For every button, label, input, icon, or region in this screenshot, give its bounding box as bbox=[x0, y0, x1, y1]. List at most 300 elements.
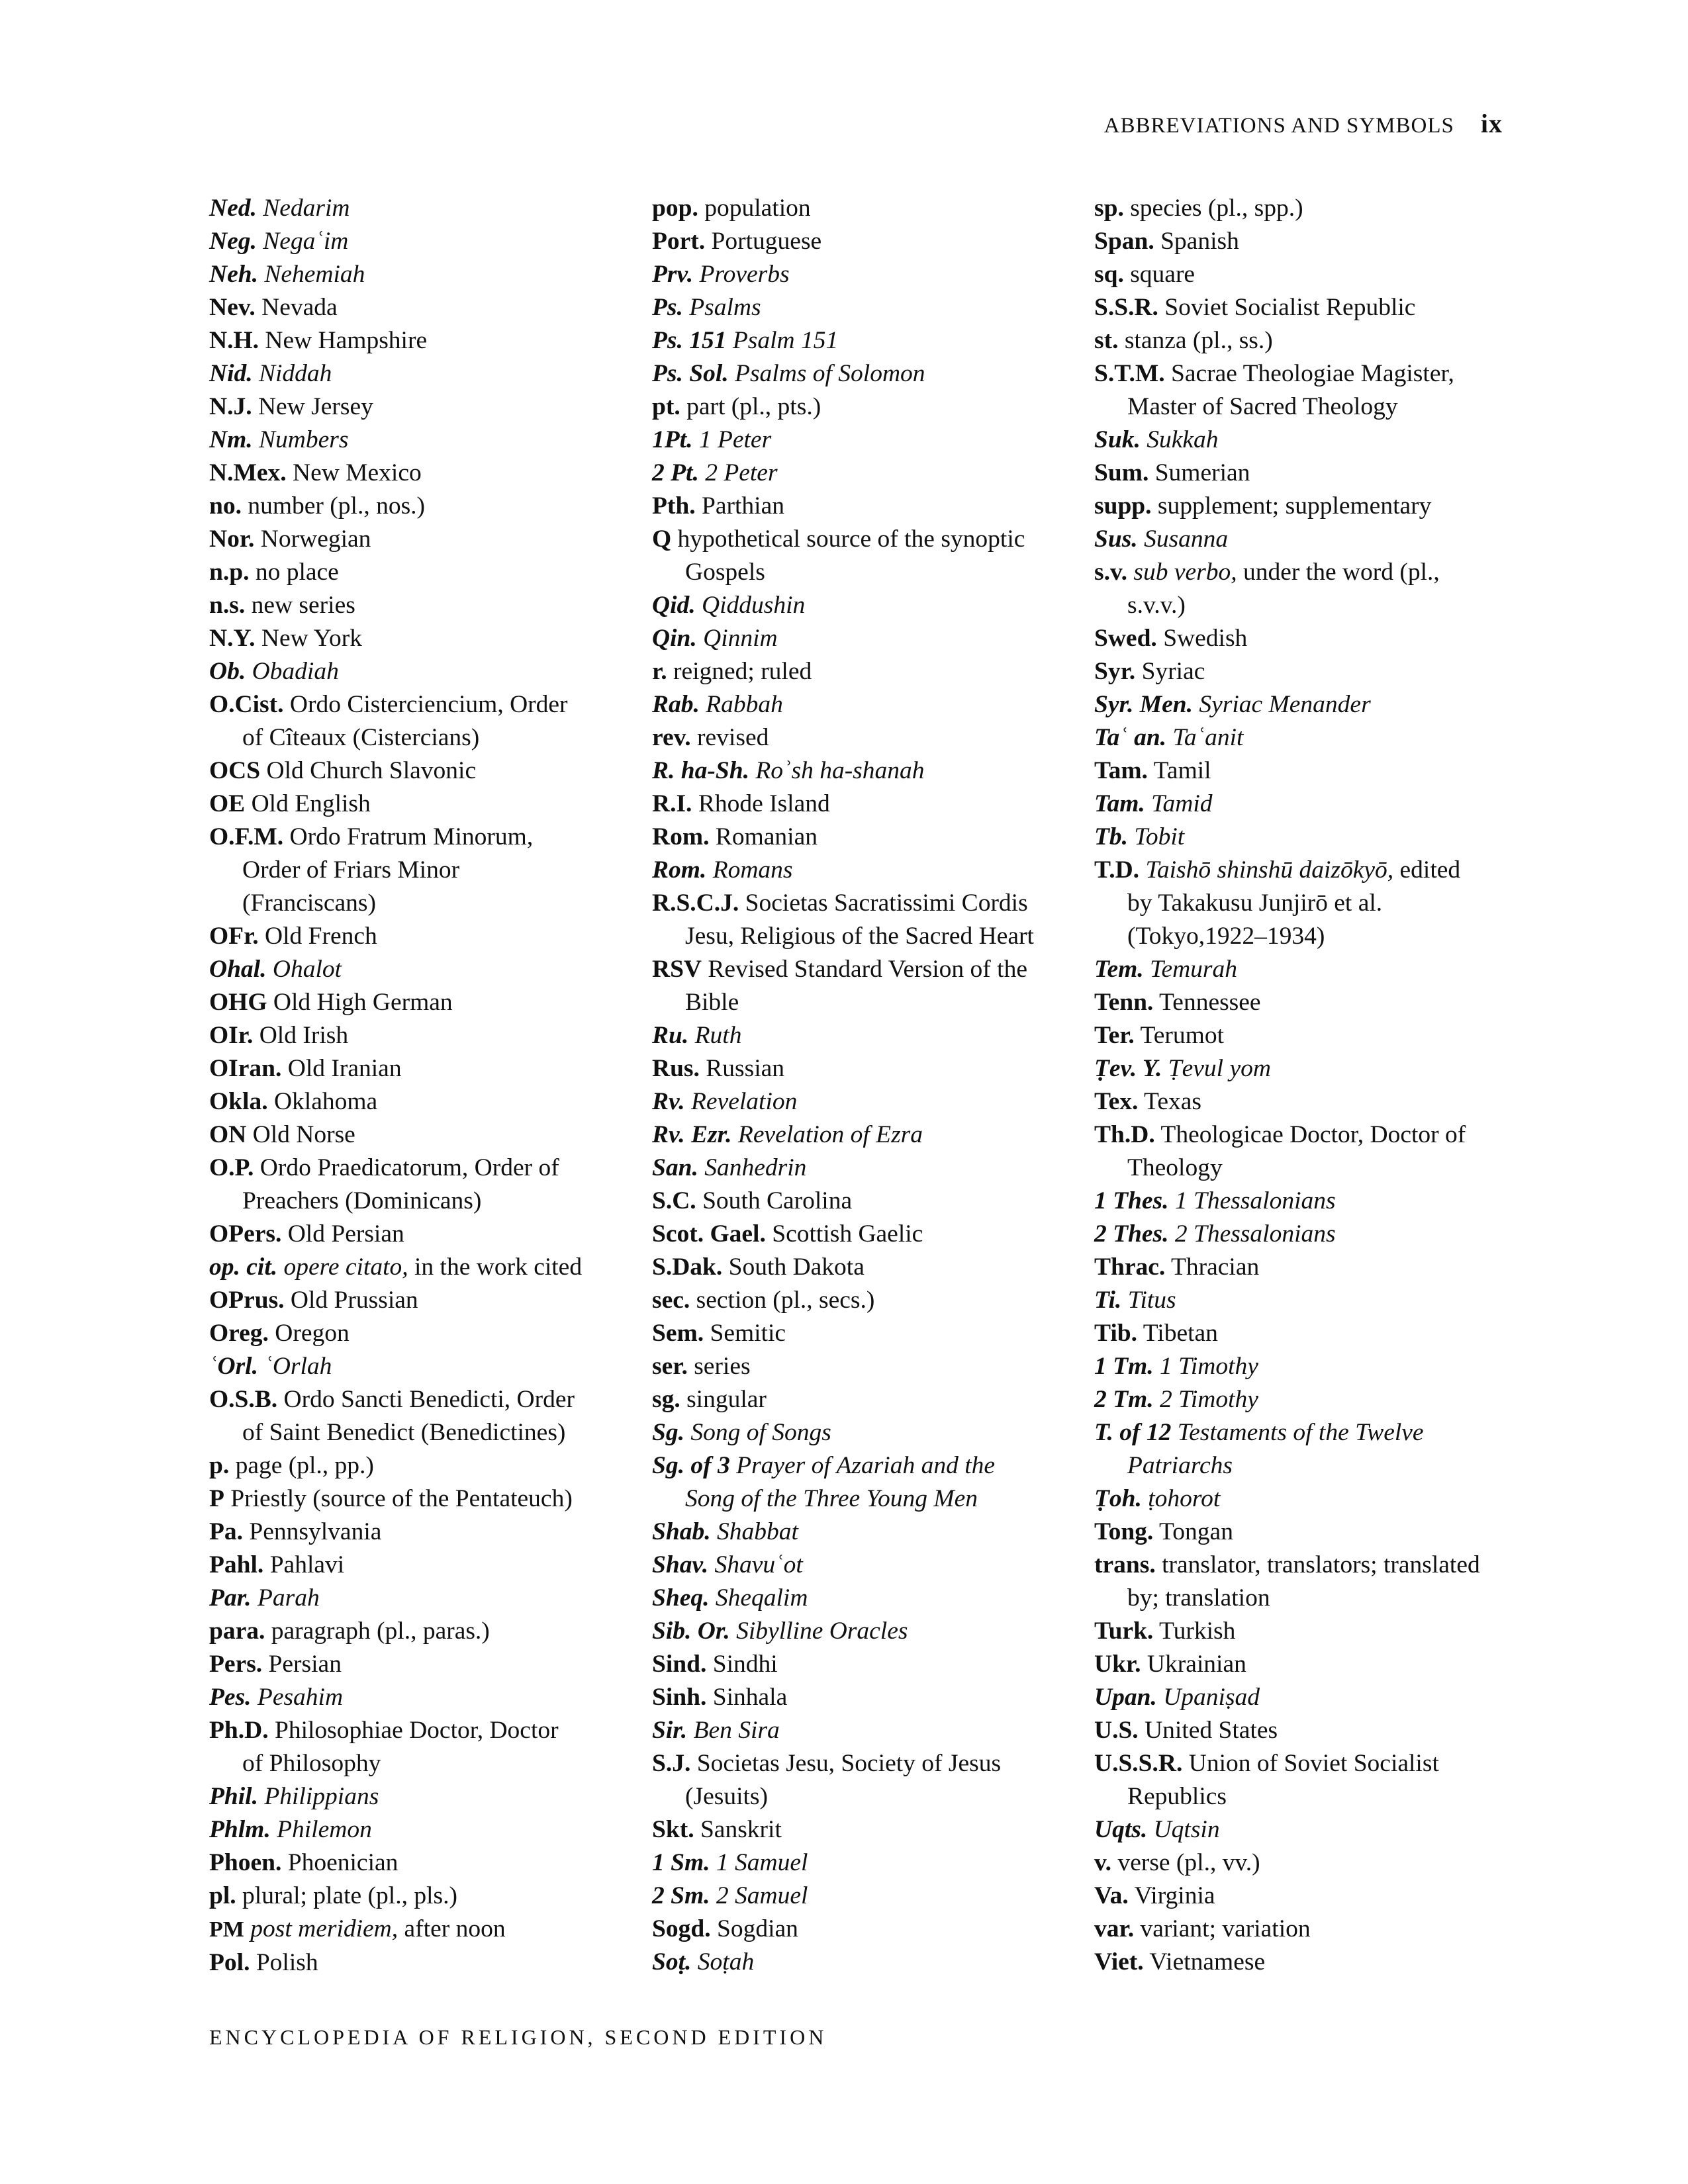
definition: Upaniṣad bbox=[1163, 1684, 1260, 1711]
abbreviation-entry bbox=[1094, 688, 1518, 721]
abbreviation-entry bbox=[209, 1549, 633, 1582]
definition-italic: post meridiem, bbox=[250, 1915, 399, 1942]
abbreviation: Pth. bbox=[652, 492, 696, 520]
abbreviation: OFr. bbox=[209, 923, 259, 950]
definition: Old English bbox=[251, 790, 371, 817]
abbreviation: Sum. bbox=[1094, 459, 1149, 486]
definition: Psalms bbox=[689, 294, 761, 321]
definition: after noon bbox=[398, 1915, 506, 1942]
definition: Romanian bbox=[715, 823, 818, 850]
abbreviation-entry bbox=[1094, 1549, 1518, 1615]
definition: Psalms of Solomon bbox=[735, 360, 925, 387]
abbreviation-entry bbox=[1094, 291, 1518, 324]
definition: Sibylline Oracles bbox=[736, 1617, 908, 1645]
abbreviation: 1Pt. bbox=[652, 426, 693, 453]
running-footer: ENCYCLOPEDIA OF RELIGION, SECOND EDITION bbox=[209, 2025, 827, 2049]
abbreviation: Pes. bbox=[209, 1684, 252, 1711]
abbreviation-entry bbox=[1094, 1317, 1518, 1350]
abbreviation: ON bbox=[209, 1121, 247, 1148]
definition: series bbox=[694, 1353, 751, 1380]
definition: 2 Peter bbox=[705, 459, 778, 486]
abbreviation: ser. bbox=[652, 1353, 688, 1380]
abbreviation-entry bbox=[209, 424, 633, 457]
definition: under the word (pl., bbox=[1237, 559, 1440, 586]
abbreviation: Va. bbox=[1094, 1882, 1129, 1909]
abbreviation-entry bbox=[209, 1317, 633, 1350]
abbreviation: Tenn. bbox=[1094, 989, 1154, 1016]
abbreviation-entry bbox=[1094, 1052, 1518, 1085]
abbreviation: P bbox=[209, 1485, 224, 1512]
abbreviation: Ti. bbox=[1094, 1287, 1122, 1314]
abbreviation: Ru. bbox=[652, 1022, 689, 1049]
definition: Sanskrit bbox=[700, 1816, 782, 1843]
abbreviation: S.Dak. bbox=[652, 1253, 723, 1281]
definition: Theology bbox=[1127, 1154, 1223, 1181]
definition: Sheqalim bbox=[715, 1584, 808, 1612]
abbreviation-entry bbox=[1094, 192, 1518, 225]
definition: Romans bbox=[712, 856, 793, 884]
definition: Tamil bbox=[1153, 757, 1211, 784]
abbreviation: Taʿ an. bbox=[1094, 724, 1167, 751]
abbreviation-entry bbox=[652, 1714, 1076, 1747]
abbreviation: Ob. bbox=[209, 658, 246, 685]
abbreviation: Rus. bbox=[652, 1055, 700, 1082]
abbreviation: Ned. bbox=[209, 195, 257, 222]
abbreviation-entry bbox=[1094, 1913, 1518, 1946]
definition: part (pl., pts.) bbox=[686, 393, 821, 420]
definition: Revelation of Ezra bbox=[737, 1121, 923, 1148]
definition: Preachers (Dominicans) bbox=[242, 1187, 482, 1214]
abbreviation: Okla. bbox=[209, 1088, 268, 1115]
definition: Philemon bbox=[277, 1816, 372, 1843]
header-title: ABBREVIATIONS AND SYMBOLS bbox=[1103, 114, 1454, 138]
abbreviation: Tem. bbox=[1094, 956, 1144, 983]
abbreviation: Phoen. bbox=[209, 1849, 282, 1876]
definition: Sinhala bbox=[712, 1684, 788, 1711]
definition: Texas bbox=[1144, 1088, 1201, 1115]
abbreviation-entry bbox=[652, 390, 1076, 424]
abbreviation-entry bbox=[209, 1946, 633, 1979]
abbreviation-entry bbox=[652, 1383, 1076, 1416]
abbreviation: Rab. bbox=[652, 691, 700, 718]
abbreviation-entry bbox=[209, 324, 633, 357]
definition: Union of Soviet Socialist bbox=[1188, 1750, 1439, 1777]
abbreviation-entry bbox=[1094, 1615, 1518, 1648]
definition: supplement; supplementary bbox=[1157, 492, 1432, 520]
definition: Theologicae Doctor, Doctor of bbox=[1160, 1121, 1466, 1148]
abbreviation: Pol. bbox=[209, 1949, 250, 1976]
definition: Sogdian bbox=[716, 1915, 798, 1942]
definition: translator, translators; translated bbox=[1162, 1551, 1480, 1578]
abbreviation-entry bbox=[1094, 721, 1518, 754]
abbreviation-entry bbox=[652, 1284, 1076, 1317]
definition: stanza (pl., ss.) bbox=[1124, 327, 1273, 354]
abbreviation: OPers. bbox=[209, 1220, 282, 1248]
abbreviation: OE bbox=[209, 790, 246, 817]
abbreviation-entry bbox=[652, 1747, 1076, 1813]
abbreviation: Sus. bbox=[1094, 525, 1138, 553]
definition: Order of Friars Minor bbox=[242, 856, 460, 884]
definition: paragraph (pl., paras.) bbox=[271, 1617, 490, 1645]
abbreviation-entry bbox=[209, 821, 633, 920]
abbreviation-entry bbox=[209, 291, 633, 324]
definition: square bbox=[1130, 261, 1196, 288]
abbreviation: Sinh. bbox=[652, 1684, 707, 1711]
abbreviation-entry bbox=[1094, 225, 1518, 258]
abbreviation-entry bbox=[209, 1482, 633, 1516]
abbreviation-entry bbox=[1094, 1482, 1518, 1516]
abbreviation-entry bbox=[209, 1913, 633, 1946]
abbreviation: no. bbox=[209, 492, 242, 520]
abbreviation: OCS bbox=[209, 757, 261, 784]
abbreviation: sg. bbox=[652, 1386, 680, 1413]
definition: South Dakota bbox=[728, 1253, 865, 1281]
abbreviation: Span. bbox=[1094, 228, 1154, 255]
abbreviation-entry bbox=[652, 291, 1076, 324]
abbreviation-entry bbox=[652, 1019, 1076, 1052]
definition: Scottish Gaelic bbox=[772, 1220, 923, 1248]
abbreviation-entry bbox=[209, 1383, 633, 1449]
definition: Tongan bbox=[1159, 1518, 1233, 1545]
abbreviation: PM bbox=[209, 1917, 244, 1942]
definition: Sacrae Theologiae Magister, bbox=[1170, 360, 1454, 387]
abbreviation-entry bbox=[209, 1714, 633, 1780]
abbreviation: Nid. bbox=[209, 360, 253, 387]
abbreviation-entry bbox=[1094, 1846, 1518, 1880]
abbreviation: U.S. bbox=[1094, 1717, 1139, 1744]
abbreviation-entry bbox=[209, 1582, 633, 1615]
abbreviation: Tb. bbox=[1094, 823, 1129, 850]
definition: Nedarim bbox=[263, 195, 350, 222]
abbreviation-entry bbox=[1094, 1284, 1518, 1317]
abbreviation: Sg. bbox=[652, 1419, 684, 1446]
abbreviation: Qid. bbox=[652, 592, 696, 619]
abbreviation: Nm. bbox=[209, 426, 253, 453]
abbreviation: Ukr. bbox=[1094, 1651, 1141, 1678]
definition: ṭohorot bbox=[1148, 1485, 1221, 1512]
definition: Terumot bbox=[1140, 1022, 1225, 1049]
abbreviation: O.P. bbox=[209, 1154, 254, 1181]
abbreviation: Ṭoh. bbox=[1094, 1485, 1142, 1512]
abbreviation-entry bbox=[652, 1085, 1076, 1118]
abbreviation: Nor. bbox=[209, 525, 255, 553]
abbreviation-entry bbox=[1094, 1185, 1518, 1218]
definition-italic: opere citato, bbox=[283, 1253, 408, 1281]
definition: Ukrainian bbox=[1147, 1651, 1246, 1678]
abbreviation-entry bbox=[209, 225, 633, 258]
definition: plural; plate (pl., pls.) bbox=[242, 1882, 457, 1909]
definition: page (pl., pp.) bbox=[235, 1452, 374, 1479]
abbreviation: Syr. bbox=[1094, 658, 1136, 685]
abbreviation: RSV bbox=[652, 956, 702, 983]
abbreviation-entry bbox=[209, 1648, 633, 1681]
abbreviation-entry bbox=[209, 1284, 633, 1317]
abbreviation-entry bbox=[209, 589, 633, 622]
abbreviation: S.T.M. bbox=[1094, 360, 1165, 387]
abbreviation: U.S.S.R. bbox=[1094, 1750, 1183, 1777]
definition: verse (pl., vv.) bbox=[1117, 1849, 1260, 1876]
abbreviation-entry bbox=[1094, 1085, 1518, 1118]
definition: no place bbox=[255, 559, 339, 586]
abbreviation-entry bbox=[652, 589, 1076, 622]
definition: revised bbox=[697, 724, 769, 751]
definition: Ordo Cisterciencium, Order bbox=[289, 691, 568, 718]
definition: Semitic bbox=[710, 1320, 786, 1347]
definition: Song of the Three Young Men bbox=[685, 1485, 978, 1512]
abbreviation: T.D. bbox=[1094, 856, 1140, 884]
abbreviation-entry bbox=[1094, 490, 1518, 523]
abbreviation-entry bbox=[1094, 1019, 1518, 1052]
abbreviation: Ohal. bbox=[209, 956, 267, 983]
definition: section (pl., secs.) bbox=[696, 1287, 875, 1314]
abbreviation: Ps. 151 bbox=[652, 327, 727, 354]
abbreviation: Sind. bbox=[652, 1651, 707, 1678]
abbreviation-entry bbox=[652, 1648, 1076, 1681]
definition: Turkish bbox=[1159, 1617, 1236, 1645]
definition: Tobit bbox=[1134, 823, 1185, 850]
abbreviation-entry bbox=[209, 1118, 633, 1152]
abbreviation: 2 Thes. bbox=[1094, 1220, 1169, 1248]
definition: Phoenician bbox=[287, 1849, 399, 1876]
abbreviation-entry bbox=[652, 854, 1076, 887]
abbreviation: Phlm. bbox=[209, 1816, 271, 1843]
definition: Ohalot bbox=[272, 956, 342, 983]
abbreviation: 1 Thes. bbox=[1094, 1187, 1169, 1214]
abbreviation: Swed. bbox=[1094, 625, 1157, 652]
definition: Uqtsin bbox=[1153, 1816, 1220, 1843]
definition-italic: sub verbo, bbox=[1133, 559, 1237, 586]
abbreviation: s.v. bbox=[1094, 559, 1128, 586]
abbreviation-entry bbox=[1094, 258, 1518, 291]
abbreviation: R.S.C.J. bbox=[652, 889, 739, 917]
definition: Sukkah bbox=[1147, 426, 1219, 453]
definition: Pesahim bbox=[257, 1684, 344, 1711]
abbreviation-entry bbox=[652, 1052, 1076, 1085]
abbreviation: pt. bbox=[652, 393, 680, 420]
definition: of Cîteaux (Cistercians) bbox=[242, 724, 480, 751]
definition: Polish bbox=[256, 1949, 318, 1976]
abbreviation: r. bbox=[652, 658, 667, 685]
definition: (Jesuits) bbox=[685, 1783, 768, 1810]
abbreviation: Phil. bbox=[209, 1783, 258, 1810]
abbreviation-entry bbox=[1094, 1747, 1518, 1813]
definition: Ordo Praedicatorum, Order of bbox=[259, 1154, 559, 1181]
definition: in the work cited bbox=[408, 1253, 583, 1281]
abbreviation-entry bbox=[209, 1846, 633, 1880]
definition: 1 Thessalonians bbox=[1174, 1187, 1336, 1214]
abbreviation-entry bbox=[652, 721, 1076, 754]
abbreviation: N.Y. bbox=[209, 625, 256, 652]
definition: reigned; ruled bbox=[673, 658, 812, 685]
definition: population bbox=[704, 195, 811, 222]
column-2 bbox=[652, 192, 1076, 1979]
definition: Old Iranian bbox=[287, 1055, 402, 1082]
abbreviation-entry bbox=[652, 258, 1076, 291]
abbreviation: 1 Sm. bbox=[652, 1849, 710, 1876]
abbreviation-entry bbox=[1094, 754, 1518, 788]
definition: Soviet Socialist Republic bbox=[1164, 294, 1416, 321]
abbreviation: st. bbox=[1094, 327, 1119, 354]
abbreviation: N.Mex. bbox=[209, 459, 287, 486]
definition: Testaments of the Twelve bbox=[1177, 1419, 1424, 1446]
abbreviation: pl. bbox=[209, 1882, 236, 1909]
definition: Russian bbox=[706, 1055, 785, 1082]
definition: Soṭah bbox=[697, 1948, 755, 1976]
definition: 2 Samuel bbox=[716, 1882, 808, 1909]
definition: Vietnamese bbox=[1149, 1948, 1266, 1976]
abbreviation-entry bbox=[1094, 953, 1518, 986]
abbreviation-entry bbox=[209, 258, 633, 291]
abbreviation-entry bbox=[652, 225, 1076, 258]
definition: Priestly (source of the Pentateuch) bbox=[230, 1485, 573, 1512]
abbreviation-entry bbox=[209, 986, 633, 1019]
abbreviation-entry bbox=[652, 523, 1076, 589]
abbreviation-entry bbox=[209, 1880, 633, 1913]
abbreviation-entry bbox=[1094, 556, 1518, 622]
abbreviation-entry bbox=[1094, 1350, 1518, 1383]
abbreviation-entry bbox=[1094, 1416, 1518, 1482]
definition: Sindhi bbox=[712, 1651, 778, 1678]
abbreviation: sec. bbox=[652, 1287, 690, 1314]
abbreviation-entry bbox=[209, 1681, 633, 1714]
abbreviation-entry bbox=[209, 1019, 633, 1052]
abbreviation-entry bbox=[1094, 1813, 1518, 1846]
definition: s.v.v.) bbox=[1127, 592, 1186, 619]
abbreviation: 2 Pt. bbox=[652, 459, 699, 486]
abbreviation-entry bbox=[652, 1880, 1076, 1913]
abbreviation-entry bbox=[1094, 1118, 1518, 1185]
abbreviation: ʿOrl. bbox=[209, 1353, 258, 1380]
definition: Obadiah bbox=[252, 658, 339, 685]
definition: Syriac Menander bbox=[1199, 691, 1371, 718]
definition: Oklahoma bbox=[273, 1088, 378, 1115]
abbreviation-entry bbox=[1094, 523, 1518, 556]
abbreviation: Sib. Or. bbox=[652, 1617, 730, 1645]
abbreviation-entry bbox=[652, 1516, 1076, 1549]
abbreviation-entry bbox=[1094, 821, 1518, 854]
definition: Revelation bbox=[691, 1088, 798, 1115]
definition: number (pl., nos.) bbox=[248, 492, 426, 520]
definition: Ben Sira bbox=[693, 1717, 780, 1744]
abbreviation: Syr. Men. bbox=[1094, 691, 1193, 718]
definition: edited bbox=[1393, 856, 1461, 884]
abbreviation-entry bbox=[1094, 424, 1518, 457]
running-header bbox=[1104, 108, 1503, 139]
abbreviation-entry bbox=[652, 655, 1076, 688]
abbreviation-entry bbox=[209, 1251, 633, 1284]
definition: Old High German bbox=[273, 989, 453, 1016]
abbreviation-entry bbox=[652, 821, 1076, 854]
definition: Qinnim bbox=[703, 625, 778, 652]
definition: Master of Sacred Theology bbox=[1127, 393, 1398, 420]
abbreviation: S.J. bbox=[652, 1750, 691, 1777]
abbreviation-entry bbox=[652, 1846, 1076, 1880]
abbreviation-entry bbox=[209, 1085, 633, 1118]
abbreviation-entry bbox=[209, 1516, 633, 1549]
abbreviation: Q bbox=[652, 525, 672, 553]
abbreviation-entry bbox=[1094, 357, 1518, 424]
abbreviation: Ps. Sol. bbox=[652, 360, 729, 387]
abbreviation-entry bbox=[652, 1582, 1076, 1615]
abbreviation-entry bbox=[209, 953, 633, 986]
definition: Old Prussian bbox=[290, 1287, 418, 1314]
definition: New Mexico bbox=[293, 459, 422, 486]
column-1 bbox=[209, 192, 633, 1979]
definition: Ṭevul yom bbox=[1168, 1055, 1271, 1082]
abbreviation: Rv. bbox=[652, 1088, 685, 1115]
definition: New York bbox=[261, 625, 362, 652]
definition: Shabbat bbox=[716, 1518, 798, 1545]
definition: Ruth bbox=[694, 1022, 742, 1049]
definition: Sumerian bbox=[1154, 459, 1250, 486]
abbreviation-entry bbox=[1094, 324, 1518, 357]
abbreviation: T. of 12 bbox=[1094, 1419, 1172, 1446]
abbreviation-entry bbox=[652, 688, 1076, 721]
abbreviation: OHG bbox=[209, 989, 267, 1016]
abbreviation: Sheq. bbox=[652, 1584, 710, 1612]
definition: Societas Sacratissimi Cordis bbox=[745, 889, 1028, 917]
definition: Old Persian bbox=[287, 1220, 404, 1248]
abbreviation: Qin. bbox=[652, 625, 697, 652]
definition: Rhode Island bbox=[698, 790, 830, 817]
abbreviation: N.J. bbox=[209, 393, 252, 420]
definition: by; translation bbox=[1127, 1584, 1270, 1612]
definition: New Hampshire bbox=[265, 327, 428, 354]
page-number: ix bbox=[1480, 109, 1503, 138]
definition: 2 Thessalonians bbox=[1174, 1220, 1336, 1248]
abbreviation-entry bbox=[652, 1185, 1076, 1218]
abbreviation-entry bbox=[209, 688, 633, 754]
abbreviation-entry bbox=[209, 920, 633, 953]
abbreviation: N.H. bbox=[209, 327, 259, 354]
abbreviation: Pers. bbox=[209, 1651, 263, 1678]
abbreviation: pop. bbox=[652, 195, 698, 222]
abbreviation-entry bbox=[1094, 1714, 1518, 1747]
abbreviation-entry bbox=[209, 1449, 633, 1482]
definition: Parah bbox=[257, 1584, 320, 1612]
abbreviation-entry bbox=[652, 1416, 1076, 1449]
abbreviation: Rom. bbox=[652, 856, 707, 884]
abbreviation-entry bbox=[209, 390, 633, 424]
abbreviation: Shav. bbox=[652, 1551, 709, 1578]
abbreviation: Pa. bbox=[209, 1518, 244, 1545]
abbreviation: Par. bbox=[209, 1584, 252, 1612]
abbreviation-entry bbox=[1094, 1218, 1518, 1251]
abbreviation-entry bbox=[652, 457, 1076, 490]
abbreviation-entry bbox=[652, 622, 1076, 655]
abbreviation-entry bbox=[652, 424, 1076, 457]
abbreviation-entry bbox=[652, 1152, 1076, 1185]
abbreviation-entry bbox=[209, 1350, 633, 1383]
abbreviation: Uqts. bbox=[1094, 1816, 1148, 1843]
definition: Prayer of Azariah and the bbox=[736, 1452, 996, 1479]
abbreviation-entry bbox=[652, 788, 1076, 821]
abbreviation-entry bbox=[1094, 1880, 1518, 1913]
definition: Old Irish bbox=[259, 1022, 349, 1049]
column-3 bbox=[1094, 192, 1518, 1979]
definition: Nehemiah bbox=[264, 261, 365, 288]
definition: Old Church Slavonic bbox=[266, 757, 477, 784]
definition: Oregon bbox=[275, 1320, 350, 1347]
abbreviation-entry bbox=[652, 1549, 1076, 1582]
abbreviation: Viet. bbox=[1094, 1948, 1144, 1976]
definition: Shavuʿot bbox=[714, 1551, 803, 1578]
abbreviation: S.C. bbox=[652, 1187, 696, 1214]
abbreviation-entry bbox=[209, 357, 633, 390]
definition: Qiddushin bbox=[702, 592, 806, 619]
definition: new series bbox=[251, 592, 355, 619]
abbreviation-entry bbox=[652, 1118, 1076, 1152]
